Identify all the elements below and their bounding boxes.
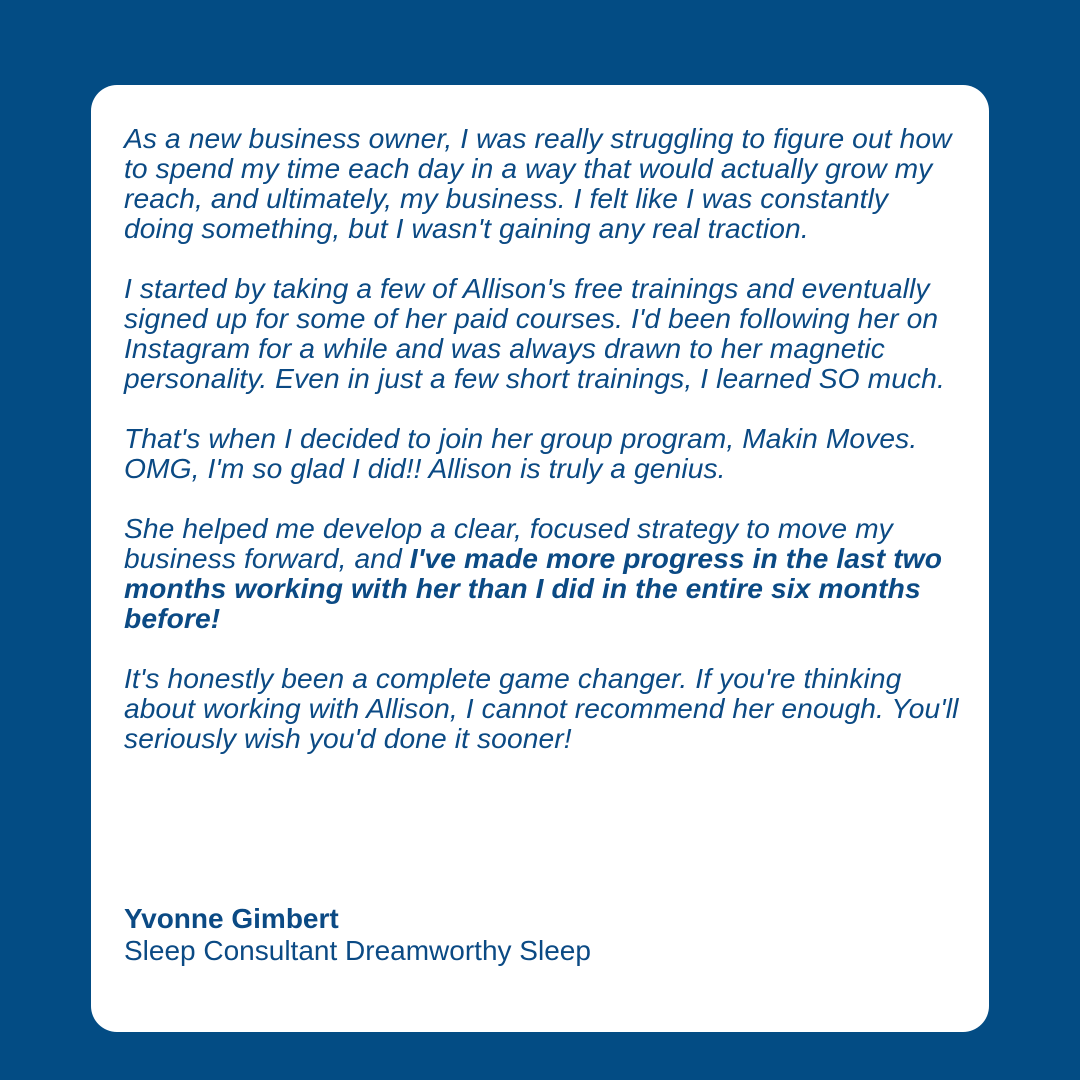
- testimonial-quote: [124, 123, 964, 753]
- quote-paragraph-1: As a new business owner, I was really struggling to figure out how to spend my time each day in a way that would actually grow my reach, and ultimately, my business. I felt like I was constantly doing something, but I wasn't gaining any real traction.: [124, 122, 952, 244]
- quote-paragraph-3: That's when I decided to join her group program, Makin Moves. OMG, I'm so glad I did!! Allison is truly a genius.: [124, 422, 918, 484]
- quote-paragraph-5: It's honestly been a complete game changer. If you're thinking about working with Allison, I cannot recommend her enough. You'll seriously wish you'd done it sooner!: [124, 662, 959, 754]
- quote-paragraph-4-text: She helped me develop a clear, focused strategy to move my business forward, and: [124, 512, 893, 574]
- quote-paragraph-4: [124, 513, 964, 633]
- author-name: Yvonne Gimbert: [124, 903, 339, 934]
- quote-highlight: I've made more progress in the last two months working with her than I did in the entire six months before!: [124, 542, 943, 634]
- testimonial-card: [91, 85, 989, 1032]
- author-title: Sleep Consultant Dreamworthy Sleep: [124, 935, 591, 966]
- author-block: [124, 903, 964, 967]
- quote-paragraph-2: I started by taking a few of Allison's free trainings and eventually signed up for some of her paid courses. I'd been following her on Instagram for a while and was always drawn to her magnetic personality. Even in just a few short trainings, I learned SO much.: [124, 272, 945, 394]
